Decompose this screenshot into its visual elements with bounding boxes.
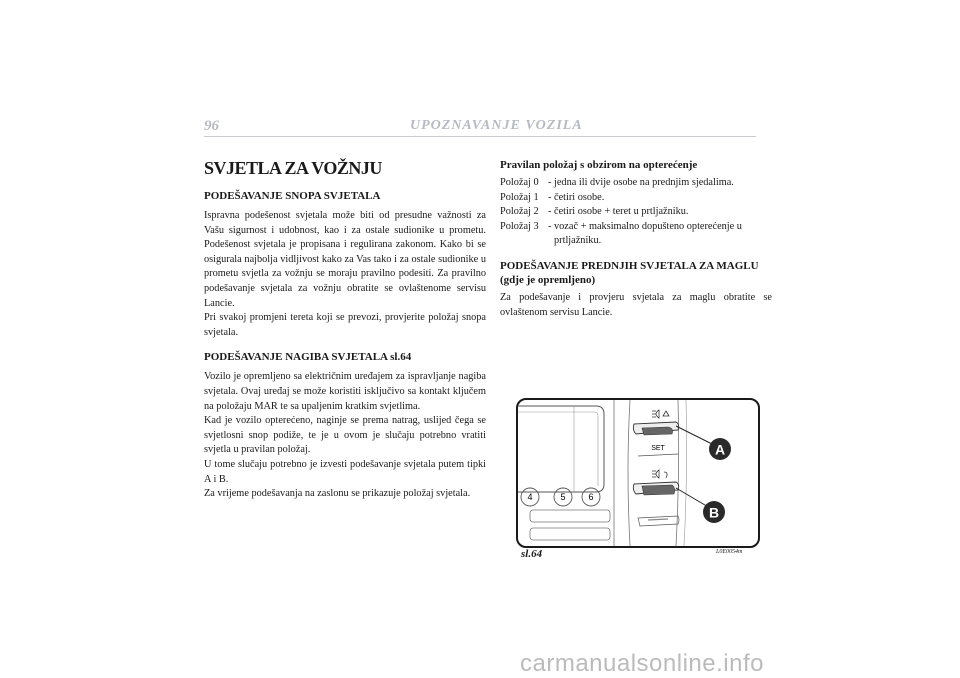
position-text: - četiri osobe. <box>548 191 605 203</box>
svg-text:5: 5 <box>560 492 566 502</box>
tilt-adjust-section <box>204 350 486 501</box>
section-heading: SVJETLA ZA VOŽNJU <box>204 158 382 178</box>
figure-code: L0E0054m <box>716 549 743 555</box>
tilt-adjust-paragraph-3: U tome slučaju potrebno je izvesti podešavanje svjetala putem tipki A i B. <box>204 458 486 485</box>
fog-lights-title <box>500 259 772 287</box>
position-label: Položaj 2 <box>500 206 539 218</box>
button-a <box>633 422 678 435</box>
button-b <box>633 482 678 495</box>
position-text: - jedna ili dvije osobe na prednjim sjedalima. <box>548 177 734 188</box>
preset-button-6 <box>582 488 600 506</box>
left-column <box>204 158 486 512</box>
header-rule <box>204 136 756 137</box>
label-a-marker <box>709 438 731 460</box>
position-text: - četiri osobe + teret u prtljažniku. <box>548 206 689 218</box>
position-label: Položaj 1 <box>500 191 539 203</box>
svg-text:6: 6 <box>588 492 594 502</box>
position-list <box>500 176 772 249</box>
page-number: 96 <box>204 118 219 134</box>
fog-lights-title-line-2: (gdje je opremljeno) <box>500 273 596 286</box>
dashboard-illustration <box>518 400 758 546</box>
position-label: Položaj 0 <box>500 177 539 188</box>
position-label: Položaj 3 <box>500 220 539 232</box>
tilt-adjust-paragraph-1: Vozilo je opremljeno sa električnim uređajem za ispravljanje nagiba svjetala. Ovaj uređaj se može koristiti isključivo sa kontakt ključem na položaju MAR te sa upaljenim kratkim svjetlima. <box>204 371 486 412</box>
tilt-adjust-title: PODEŠAVANJE NAGIBA SVJETALA sl.64 <box>204 351 412 364</box>
svg-text:B: B <box>708 504 720 521</box>
position-row <box>500 205 772 220</box>
load-position-title: Pravilan položaj s obzirom na opterećenje <box>500 159 698 171</box>
preset-button-4 <box>521 488 539 506</box>
beam-adjust-paragraph: Ispravna podešenost svjetala može biti od presudne važnosti za Vašu sigurnost i udobnost, kao i za ostale sudionike u prometu. Podešenost svjetala je propisana i regulirana zakonom. Kako bi se osigurala najbolja vidljivost kako za Vas tako i za ostale sudionike u prometu svjetla za vožnju se moraju pravilno podesiti. Za pravilno podešavanje svjetala za vožnju obratite se ovlaštenome servisu Lancie. <box>204 210 486 309</box>
svg-text:A: A <box>714 441 726 458</box>
label-b-marker <box>703 501 725 523</box>
set-label: SET <box>651 445 665 452</box>
beam-adjust-title: PODEŠAVANJE SNOPA SVJETALA <box>204 190 381 202</box>
svg-text:4: 4 <box>527 492 533 502</box>
position-row <box>500 176 772 191</box>
headlight-up-icon <box>652 410 669 418</box>
figure-caption: sl.64 <box>521 548 543 560</box>
running-title: UPOZNAVANJE VOZILA <box>410 118 583 133</box>
headlight-down-icon <box>652 470 667 478</box>
position-row <box>500 220 772 249</box>
fog-lights-title-line-1: PODEŠAVANJE PREDNJIH SVJETALA ZA MAGLU <box>500 259 759 272</box>
beam-adjust-section <box>204 189 486 340</box>
headlight-control-figure <box>516 398 760 548</box>
fog-lights-paragraph: Za podešavanje i provjeru svjetala za maglu obratite se ovlaštenom servisu Lancie. <box>500 291 772 318</box>
tilt-adjust-paragraph-2: Kad je vozilo opterećeno, naginje se prema natrag, uslijed čega se svjetlosni snop podiže, te je u ovom je slučaju potrebno vratiti svjetla u pravilan položaj. <box>204 415 486 456</box>
watermark: carmanualsonline.info <box>520 650 764 677</box>
beam-adjust-load-note: Pri svakoj promjeni tereta koji se prevozi, provjerite položaj snopa svjetala. <box>204 312 486 338</box>
tilt-adjust-paragraph-4: Za vrijeme podešavanja na zaslonu se prikazuje položaj svjetala. <box>204 488 471 500</box>
preset-button-5 <box>554 488 572 506</box>
position-text: - vozač + maksimalno dopušteno opterećenje u prtljažniku. <box>548 220 742 247</box>
fog-lights-section <box>500 259 772 320</box>
position-row <box>500 191 772 206</box>
right-column <box>500 158 772 330</box>
